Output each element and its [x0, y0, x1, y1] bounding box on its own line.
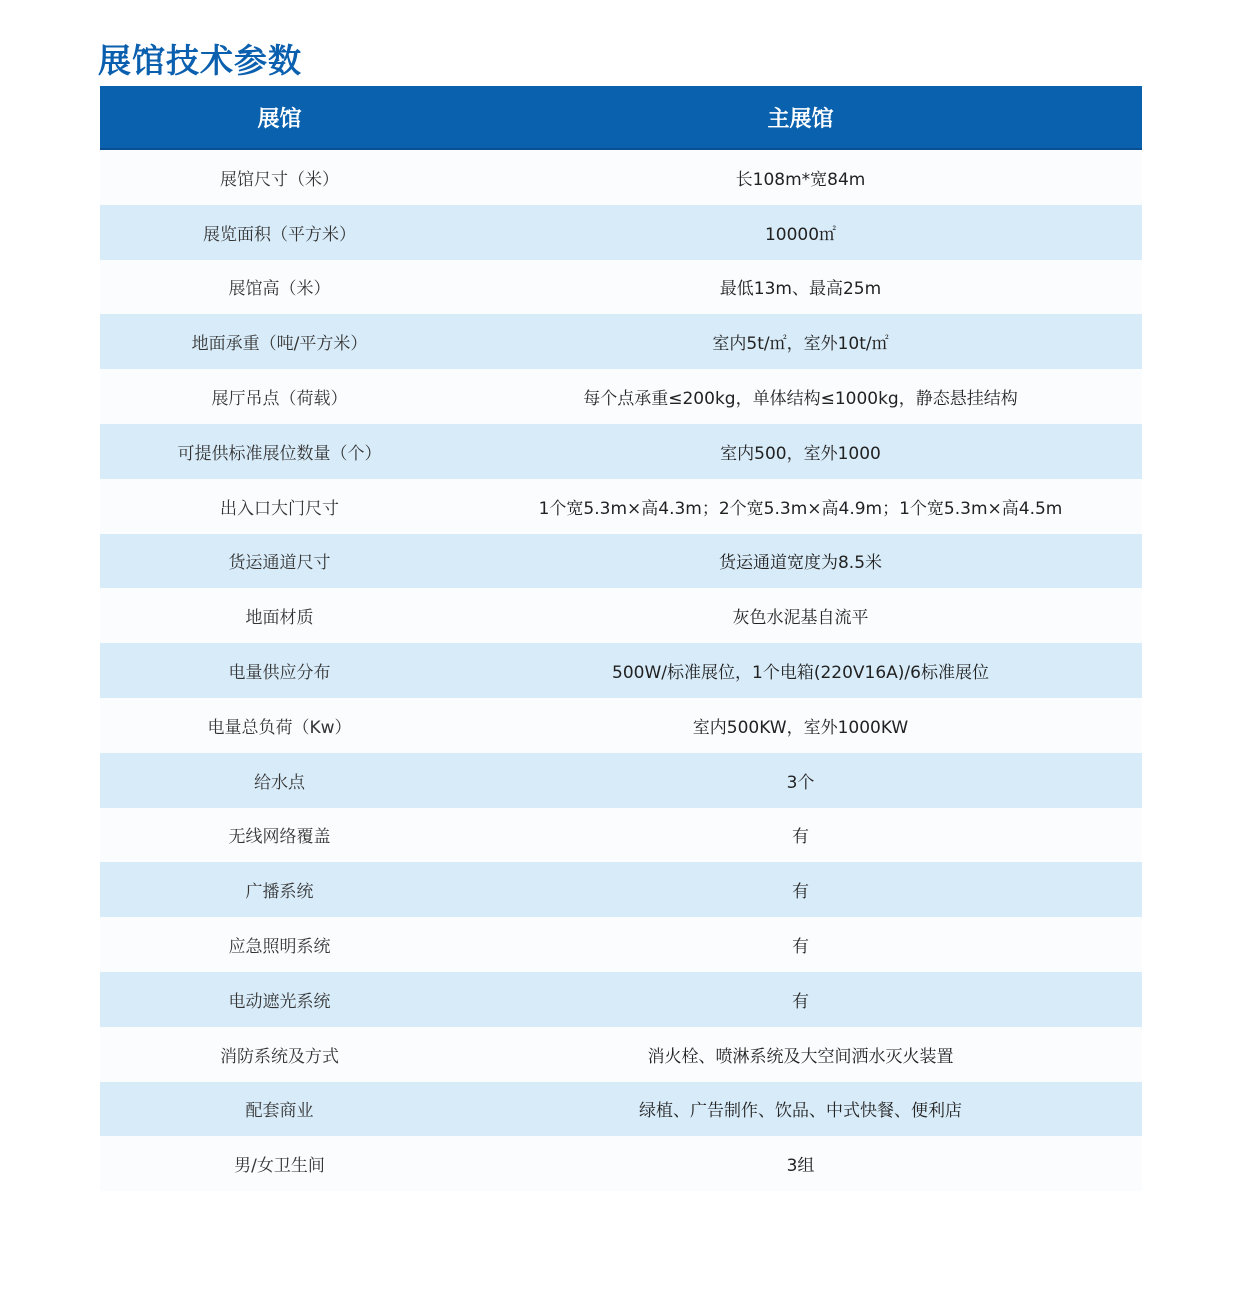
table-row	[100, 369, 1142, 424]
table-row	[100, 643, 1142, 698]
table-row	[100, 534, 1142, 589]
row-label: 出入口大门尺寸	[100, 479, 459, 534]
row-value: 室内5t/㎡，室外10t/㎡	[459, 314, 1142, 369]
row-value: 长108m*宽84m	[459, 149, 1142, 205]
row-value: 3个	[459, 753, 1142, 808]
table-body	[100, 149, 1142, 1191]
row-label: 展览面积（平方米）	[100, 205, 459, 260]
row-label: 展厅吊点（荷载）	[100, 369, 459, 424]
row-label: 展馆高（米）	[100, 260, 459, 315]
row-label: 展馆尺寸（米）	[100, 149, 459, 205]
row-value: 室内500，室外1000	[459, 424, 1142, 479]
table-row	[100, 479, 1142, 534]
header-hall: 展馆	[100, 86, 459, 149]
row-value: 消火栓、喷淋系统及大空间洒水灭火装置	[459, 1027, 1142, 1082]
table-row	[100, 1136, 1142, 1191]
row-value: 有	[459, 917, 1142, 972]
page-title: 展馆技术参数	[98, 41, 302, 80]
table-row	[100, 972, 1142, 1027]
table-row	[100, 424, 1142, 479]
row-label: 配套商业	[100, 1082, 459, 1137]
row-label: 消防系统及方式	[100, 1027, 459, 1082]
row-value: 最低13m、最高25m	[459, 260, 1142, 315]
row-value: 灰色水泥基自流平	[459, 588, 1142, 643]
row-label: 广播系统	[100, 862, 459, 917]
row-value: 有	[459, 972, 1142, 1027]
row-label: 可提供标准展位数量（个）	[100, 424, 459, 479]
table-row	[100, 205, 1142, 260]
row-label: 电动遮光系统	[100, 972, 459, 1027]
row-value: 10000㎡	[459, 205, 1142, 260]
table-header	[100, 86, 1142, 149]
table-row	[100, 862, 1142, 917]
table-row	[100, 314, 1142, 369]
row-value: 绿植、广告制作、饮品、中式快餐、便利店	[459, 1082, 1142, 1137]
table-row	[100, 1027, 1142, 1082]
row-value: 货运通道宽度为8.5米	[459, 534, 1142, 589]
row-label: 电量供应分布	[100, 643, 459, 698]
row-value: 500W/标准展位，1个电箱(220V16A)/6标准展位	[459, 643, 1142, 698]
table-row	[100, 588, 1142, 643]
row-label: 货运通道尺寸	[100, 534, 459, 589]
row-value: 室内500KW，室外1000KW	[459, 698, 1142, 753]
row-value: 1个宽5.3m×高4.3m；2个宽5.3m×高4.9m；1个宽5.3m×高4.5m	[459, 479, 1142, 534]
row-label: 电量总负荷（Kw）	[100, 698, 459, 753]
table-row	[100, 917, 1142, 972]
row-label: 地面材质	[100, 588, 459, 643]
row-label: 给水点	[100, 753, 459, 808]
table-row	[100, 260, 1142, 315]
row-value: 有	[459, 862, 1142, 917]
table-row	[100, 753, 1142, 808]
row-label: 应急照明系统	[100, 917, 459, 972]
row-label: 地面承重（吨/平方米）	[100, 314, 459, 369]
table-row	[100, 698, 1142, 753]
table-row	[100, 1082, 1142, 1137]
spec-table	[100, 86, 1142, 1191]
row-value: 3组	[459, 1136, 1142, 1191]
row-label: 无线网络覆盖	[100, 808, 459, 863]
header-main-hall: 主展馆	[459, 86, 1142, 149]
table-row	[100, 149, 1142, 205]
table-row	[100, 808, 1142, 863]
row-value: 每个点承重≤200kg，单体结构≤1000kg，静态悬挂结构	[459, 369, 1142, 424]
row-value: 有	[459, 808, 1142, 863]
row-label: 男/女卫生间	[100, 1136, 459, 1191]
